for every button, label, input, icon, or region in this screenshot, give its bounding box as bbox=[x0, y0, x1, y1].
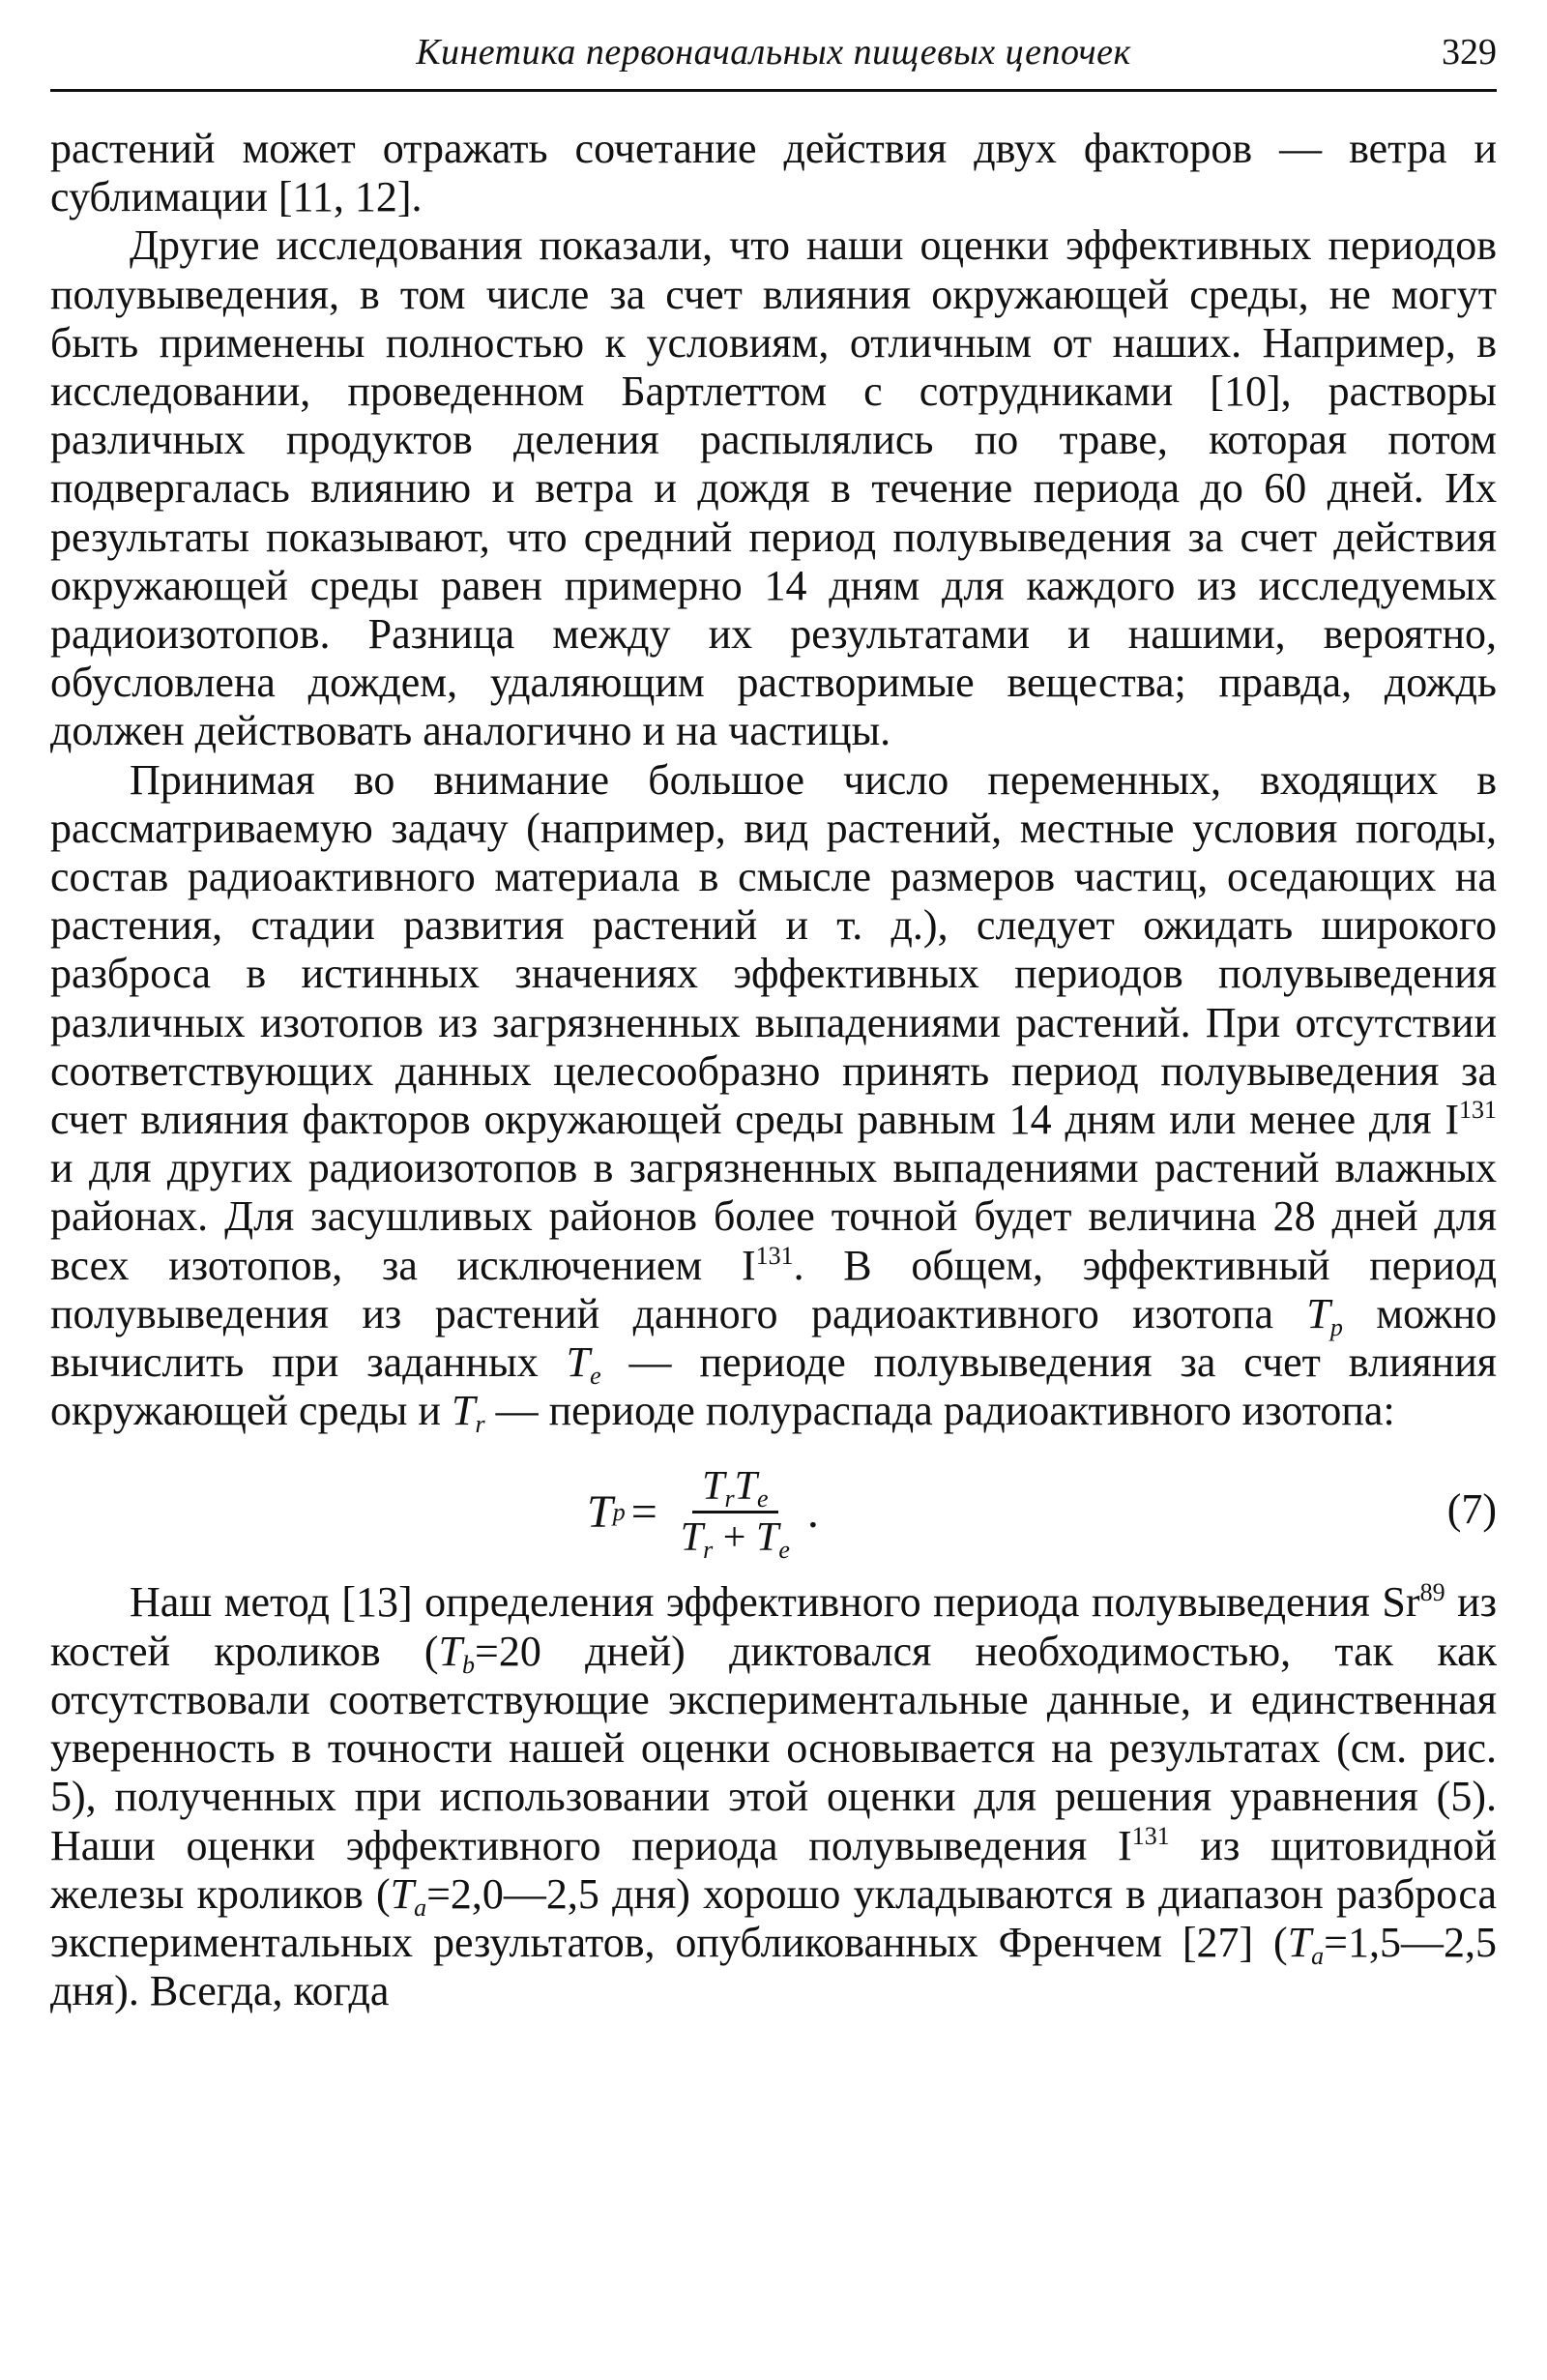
text-run: =2,0—2,5 дня) хорошо укладываются в диапазон разброса экспериментальных результатов, опубликованных Френчем [27] ( bbox=[50, 1869, 1497, 1966]
document-page bbox=[50, 25, 1497, 2356]
isotope-mass-number: 131 bbox=[1459, 1096, 1497, 1125]
body-text bbox=[50, 125, 1497, 2015]
symbol-subscript: b bbox=[462, 1650, 476, 1679]
eq-num-subscript: r bbox=[724, 1484, 735, 1513]
text-run: Наш метод [13] определения эффективного периода полувыведения Sr bbox=[130, 1578, 1420, 1627]
running-title: Кинетика первоначальных пищевых цепочек bbox=[416, 32, 1131, 73]
text-run: =20 дней) диктовался необходимостью, так как отсутствовали соответствующие экспериментальные данные, и единственная уверенность в точности нашей оценки основывается на результатах (см. рис. 5), полученных при использовании этой оценки для решения уравнения (5). Наши оценки эффективного периода полувыведения I bbox=[50, 1627, 1497, 1869]
isotope-mass-number: 89 bbox=[1419, 1578, 1445, 1607]
symbol-T: T bbox=[438, 1627, 463, 1675]
page-number: 329 bbox=[1442, 32, 1497, 73]
eq-fraction bbox=[671, 1464, 800, 1565]
eq-num-term: T bbox=[702, 1464, 725, 1510]
text-run: . В общем, эффективный период полувыведения из растений данного радиоактивного изотопа bbox=[50, 1241, 1498, 1337]
eq-lhs: T bbox=[587, 1485, 613, 1538]
text-run: Принимая во внимание большое число переменных, входящих в рассматриваемую задачу (например, вид растений, местные условия погоды, состав радиоактивного материала в смысле размеров частиц, оседающих на растения, стадии развития растений и т. д.), следует ожидать широкого разброса в истинных значениях эффективных периодов полувыведения различных изотопов из загрязненных выпадениями растений. При отсутствии соответствующих данных целесообразно принять период полувыведения за счет влияния факторов окружающей среды равным 14 дням или менее для I bbox=[50, 755, 1497, 1144]
symbol-subscript: p bbox=[1329, 1312, 1343, 1341]
symbol-T: T bbox=[1287, 1918, 1312, 1966]
eq-denominator bbox=[671, 1513, 800, 1565]
text-run: из костей кроликов ( bbox=[50, 1578, 1497, 1675]
paragraph-1: растений может отражать сочетание действия двух факторов — ветра и сублимации [11, 12]. bbox=[50, 125, 1497, 221]
text-run: =1,5—2,5 дня). Всегда, когда bbox=[50, 1918, 1497, 2015]
paragraph-2: Другие исследования показали, что наши оценки эффективных периодов полувыведения, в том числе за счет влияния окружающей среды, не могут быть применены полностью к условиям, отличным от наших. Например, в исследовании, проведенном Бартлеттом с сотрудниками [10], растворы различных продуктов деления распылялись по траве, которая потом подвергалась влиянию и ветра и дождя в течение периода до 60 дней. Их результаты показывают, что средний период полувыведения за счет действия окружающей среды равен примерно 14 дням для каждого из исследуемых радиоизотопов. Разница между их результатами и нашими, вероятно, обусловлена дождем, удаляющим растворимые вещества; правда, дождь должен действовать аналогично и на частицы. bbox=[50, 221, 1497, 755]
eq-den-subscript: e bbox=[778, 1536, 790, 1565]
symbol-subscript: r bbox=[475, 1410, 485, 1439]
symbol-subscript: a bbox=[1311, 1941, 1325, 1970]
eq-numerator bbox=[692, 1464, 777, 1513]
eq-den-term: T bbox=[755, 1515, 779, 1561]
eq-den-subscript: r bbox=[703, 1536, 714, 1565]
equation-7 bbox=[50, 1445, 1497, 1571]
eq-num-subscript: e bbox=[756, 1484, 769, 1513]
eq-num-term: T bbox=[734, 1464, 757, 1510]
text-run: — периоде полувыведения за счет влияния окружающей среды и bbox=[50, 1338, 1498, 1435]
symbol-T: T bbox=[451, 1387, 476, 1435]
paragraph-3 bbox=[50, 755, 1498, 1439]
eq-plus-sign: + bbox=[713, 1515, 756, 1561]
paragraph-4 bbox=[50, 1578, 1497, 2015]
text-run: можно вычислить при заданных bbox=[50, 1289, 1497, 1387]
text-run: из щитовидной железы кроликов ( bbox=[50, 1821, 1497, 1918]
equation-number: (7) bbox=[1446, 1485, 1497, 1534]
equation-body: T p = $\frac{T_rT_e}{T_r + T_e}$ . bbox=[587, 1464, 819, 1565]
symbol-subscript: e bbox=[590, 1362, 601, 1391]
symbol-T: T bbox=[390, 1869, 415, 1918]
symbol-T: T bbox=[1306, 1289, 1330, 1337]
eq-equals-sign: = bbox=[630, 1485, 657, 1538]
text-run: и для других радиоизотопов в загрязненных выпадениями растений влажных районах. Для засушливых районов более точной будет величина 28 дней для всех изотопов, за исключением I bbox=[50, 1144, 1497, 1289]
symbol-subscript: a bbox=[414, 1893, 427, 1922]
eq-den-term: T bbox=[680, 1515, 704, 1561]
text-run: — периоде полураспада радиоактивного изотопа: bbox=[484, 1387, 1395, 1435]
isotope-mass-number: 131 bbox=[755, 1241, 794, 1270]
isotope-mass-number: 131 bbox=[1131, 1821, 1170, 1850]
running-header bbox=[50, 25, 1497, 92]
symbol-T: T bbox=[566, 1338, 591, 1387]
eq-trailing-period: . bbox=[806, 1485, 819, 1538]
